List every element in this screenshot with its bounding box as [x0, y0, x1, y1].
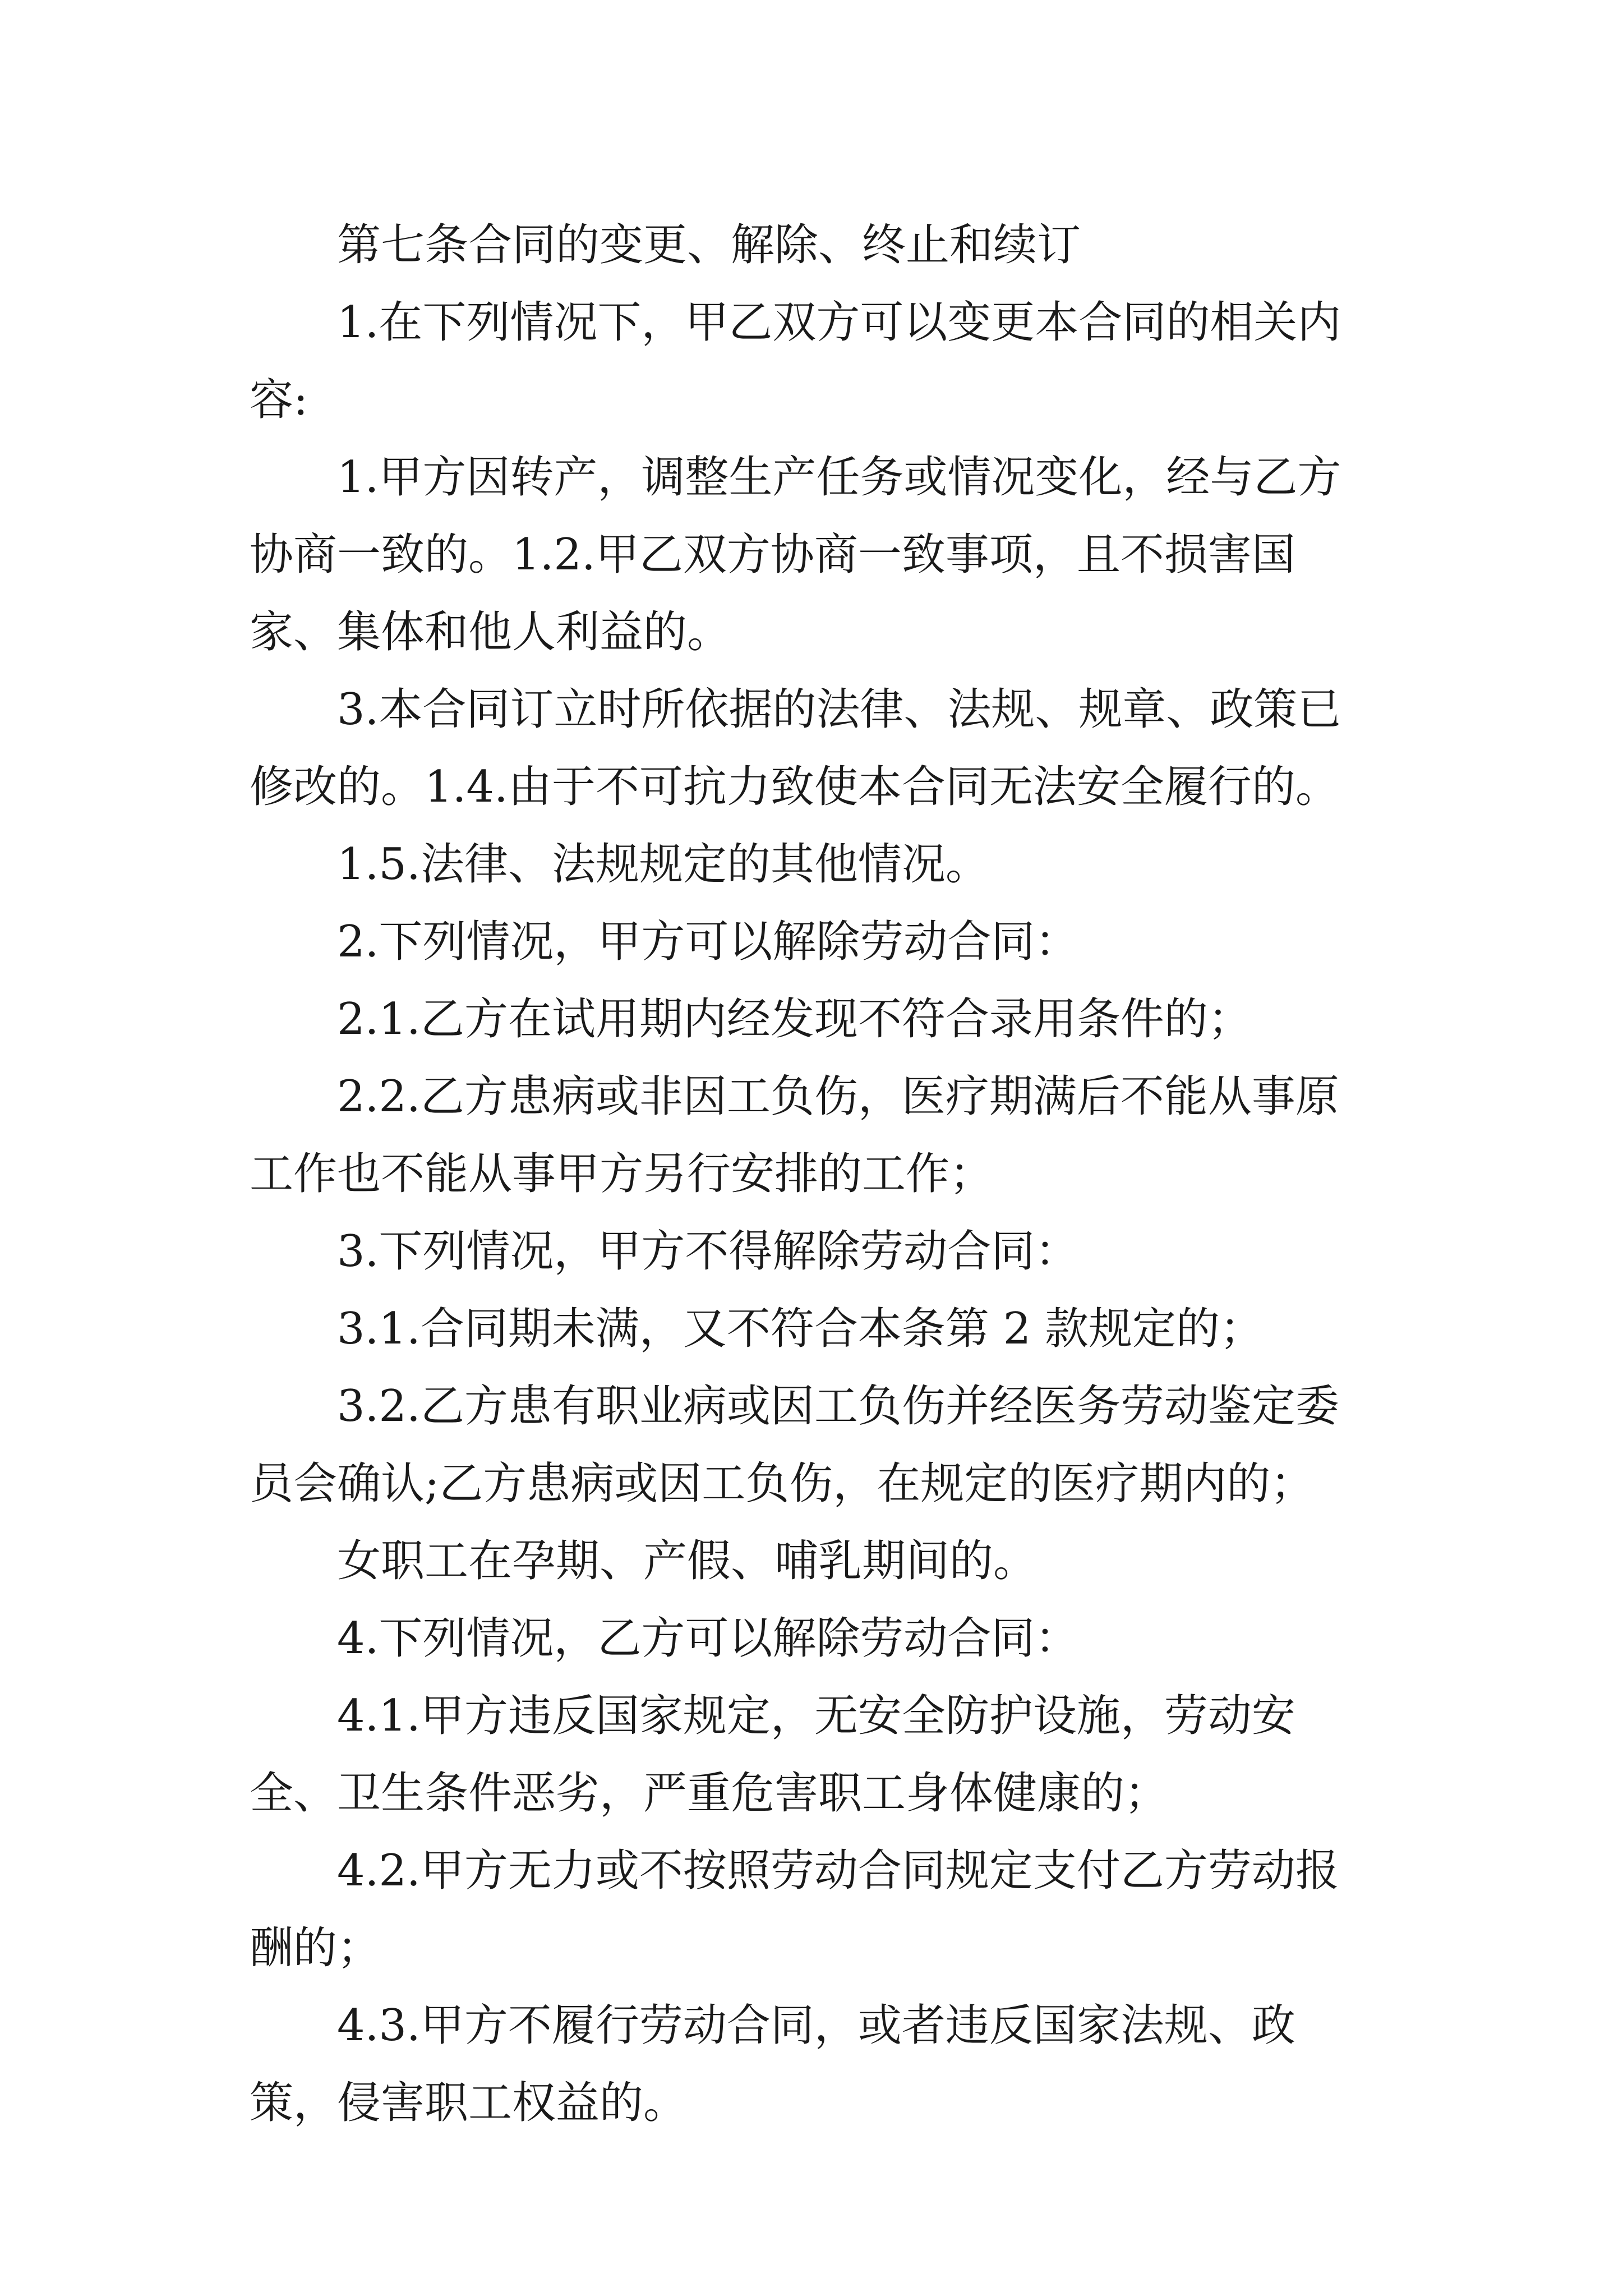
paragraph: 1.5.法律、法规规定的其他情况。 [337, 839, 989, 890]
paragraph: 2.下列情况，甲方可以解除劳动合同： [337, 917, 1079, 967]
paragraph: 3.2.乙方患有职业病或因工负伤并经医务劳动鉴定委员会确认;乙方患病或因工负伤，在规定的医疗期内的； [250, 1381, 1339, 1509]
paragraph: 4.3.甲方不履行劳动合同，或者违反国家法规、政策，侵害职工权益的。 [250, 2000, 1295, 2128]
paragraph: 4.1.甲方违反国家规定，无安全防护设施，劳动安全、卫生条件恶劣，严重危害职工身体健康的； [250, 1691, 1295, 1819]
paragraph: 3.本合同订立时所依据的法律、法规、规章、政策已修改的。1.4.由于不可抗力致使本合同无法安全履行的。 [250, 684, 1341, 812]
paragraph: 3.下列情况，甲方不得解除劳动合同： [337, 1226, 1079, 1277]
paragraph: 3.1.合同期未满，又不符合本条第 2 款规定的； [337, 1304, 1264, 1354]
document-body [250, 206, 1382, 2142]
paragraph: 1.在下列情况下，甲乙双方可以变更本合同的相关内容: [250, 297, 1341, 425]
section-heading: 第七条合同的变更、解除、终止和续订 [337, 220, 1081, 270]
paragraph: 4.2.甲方无力或不按照劳动合同规定支付乙方劳动报酬的； [250, 1846, 1339, 1973]
paragraph: 1.甲方因转产，调整生产任务或情况变化，经与乙方协商一致的。1.2.甲乙双方协商一致事项，且不损害国家、集体和他人利益的。 [250, 452, 1341, 657]
paragraph: 2.1.乙方在试用期内经发现不符合录用条件的； [337, 994, 1252, 1045]
paragraph: 女职工在孕期、产假、哺乳期间的。 [337, 1536, 1038, 1586]
paragraph: 2.2.乙方患病或非因工负伤，医疗期满后不能从事原工作也不能从事甲方另行安排的工作； [250, 1071, 1339, 1199]
paragraph: 4.下列情况，乙方可以解除劳动合同： [337, 1613, 1079, 1664]
